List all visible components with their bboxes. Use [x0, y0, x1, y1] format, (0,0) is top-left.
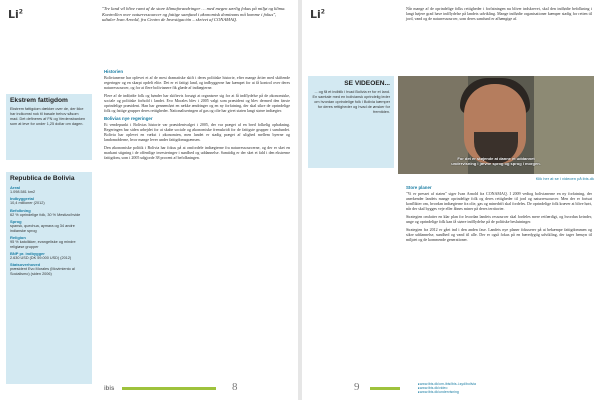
right-body-text: [406, 182, 592, 245]
ekstrem-text: Ekstrem fattigdom dækker over de, der ikke har indkomst nok til basale behov såsom mad. Det defineres af FN og Verdensbanken som at leve for under 1,25 dollar om dagen.: [10, 107, 86, 126]
page-number: 9: [354, 381, 360, 393]
resource-link[interactable]: ▸ www.ibis.dk/om-ibis/ibis-i-syd/bolivia: [418, 382, 594, 386]
paragraph: Et vendepunkt i Bolivias historie var præsidentvalget i 2005, der var præget af en bred folkelig opbakning. Regeringen har siden arbejdet for at skabe sociale og økonomiske fremskridt for de fattigste grupper i samfundet. Bolivia har oplevet en vækst i økonomien, men landet er stadig præget af ulighed mellem byerne og landområderne, hvor mange lever under fattigdomsgrænsen.: [104, 122, 290, 142]
fact-item: Sprog spansk, quechua, aymara og 34 andre indianske sprog: [10, 218, 75, 233]
resource-link[interactable]: ▸ www.ibis.dk/video: [418, 386, 594, 390]
paragraph: Den økonomiske politik i Bolivia har fokus på at omfordele indtægterne fra naturressourcerne, og der er sket en markant stigning i de offentlige investeringer i sundhed og uddannelse. Samtidig er der sket et fald i den ekstreme fattigdom, som i 2005 udgjorde 38 procent af befolkningen.: [104, 145, 290, 160]
se-videoen-text: ... og få et indblik i hvad Bolivia er for et land. En samtale med en boliviansk oprindelig leder om hvordan oprindelige folk i Bolivia kæmper for deres rettigheder og hvad de ønsker for fremtiden.: [312, 90, 390, 114]
right-intro-text: [406, 6, 592, 24]
section-heading: Historien: [104, 69, 124, 74]
fact-item: Areal 1.098.581 km2: [10, 185, 36, 194]
link-list: [418, 382, 594, 395]
se-videoen-box: [308, 76, 394, 168]
section-heading: Store planer: [406, 185, 432, 190]
paragraph: Flere af de indfødte folk og bønder har skiftevis forsøgt at organisere sig for at få indflydelse på de økonomiske, sociale og politiske forhold i landet. Evo Morales blev i 2005 valgt som præsident og blev dermed den første oprindelige præsident. Han har gennemført en række ændringer og en ny forfatning, der skal sikre de oprindelige folk og fattige grupper deres rettigheder. Nationaliseringen af gas og olie har givet staten langt større indtægter.: [104, 93, 290, 113]
fact-item: Indbyggertal 10,4 millioner (2012): [10, 196, 45, 206]
li2-logo: Li$^2$: [8, 8, 23, 21]
bolivia-title: Republica de Bolivia: [10, 175, 75, 182]
intro-quote: "Tre land vil blive ramt af de store klimaforandringer … med megen særlig fokus på miljø og klima. Kontrollen over naturressourcer og fattige samfund i økonomisk dominans må komme i fokus", udtaler Ivan Arnold, fra Centro de Investigación – skrivet af CONAMAQ.: [102, 6, 286, 23]
fact-item: Befolkning 62 % oprindelige folk, 30 % Mestizo/hvide: [10, 207, 81, 217]
footer-bar: [122, 387, 216, 390]
fact-item: Religion 95 % katolikker, evangeliske og mindre religiøse grupper: [10, 234, 76, 249]
se-videoen-title: SE VIDEOEN...: [344, 80, 390, 87]
section-heading: Bolivias nye regeringer: [104, 116, 153, 121]
left-body-text: [104, 66, 290, 163]
video-subtitle: For det er støjende at danne et uddannet undervisning i jævne sprog og sprog i morgen.: [451, 156, 541, 166]
paragraph: Bolivianerne har oplevet et af de mest dramatiske skift i deres politiske historie, efter mange årtier med skiftende regeringer og en skarpt opdelt elite. Det er et fattigt land, og indbyggerne har kæmpet for at få kontrol over deres naturressourcer, og for at flere bolivianere fik glæde af indtægterne.: [104, 75, 290, 90]
paragraph: Strategien omfatter en klar plan for hvordan landets ressourcer skal fordeles mere retfærdigt, og hvordan kvinder, unge og oprindelige folk kan få større indflydelse på de politiske beslutninger.: [406, 214, 592, 224]
ibis-logo: ibis: [104, 386, 115, 392]
paragraph: "Vi er presset af staten" siger Ivan Arnold fra CONAMAQ. I 2009 vedtog bolivianerne en ny forfatning, der anerkender landets mange oprindelige folk og deres rettigheder til jord og naturressourcer. Men der er fortsat konflikter om, hvordan indtægterne fra olie, gas og minedrift skal fordeles. De oprindelige folk kræver at blive hørt, når der skal bygges veje eller åbnes miner på deres territorier.: [406, 191, 592, 211]
paragraph: Strategien fra 2012 er gået ind i den anden fase. Landets nye planer fokuserer på at bekæmpe fattigdommen og sikre uddannelse, sundhed og vand til alle. Der er også fokus på en bæredygtig udvikling, der tager hensyn til miljøet og de kommende generationer.: [406, 227, 592, 242]
ekstrem-title: Ekstrem fattigdom: [10, 97, 68, 104]
paragraph: Når mange af de oprindelige folks rettigheder i forfatningen nu bliver indskrevet, skal den indfødte befolkning i langt højere grad have indflydelse på landets udvikling. Mange indfødte organisationer kæmper stadig for retten til jord, vand og de naturressourcer, som deres samfund er afhængige af.: [406, 6, 592, 21]
footer-bar: [370, 387, 400, 390]
li2-logo: Li$^2$: [310, 8, 325, 21]
ekstrem-fattigdom-box: [6, 94, 92, 160]
video-link[interactable]: Klik her at se i videoen på ibis.dk: [535, 176, 594, 181]
left-page: [0, 0, 298, 400]
right-page: [302, 0, 600, 400]
video-player[interactable]: [398, 76, 594, 174]
resource-link[interactable]: ▸ www.ibis.dk/undervisning: [418, 390, 594, 394]
page-number: 8: [232, 381, 238, 393]
fact-item: Statsoverhoved præsident Evo Morales (Movimiento al Socialismo) (siden 2006): [10, 262, 75, 277]
bolivia-facts-box: [6, 172, 92, 384]
fact-item: BNP pr. indbygger 2.630 USD (DK 59.000 USD) (2012): [10, 251, 72, 261]
